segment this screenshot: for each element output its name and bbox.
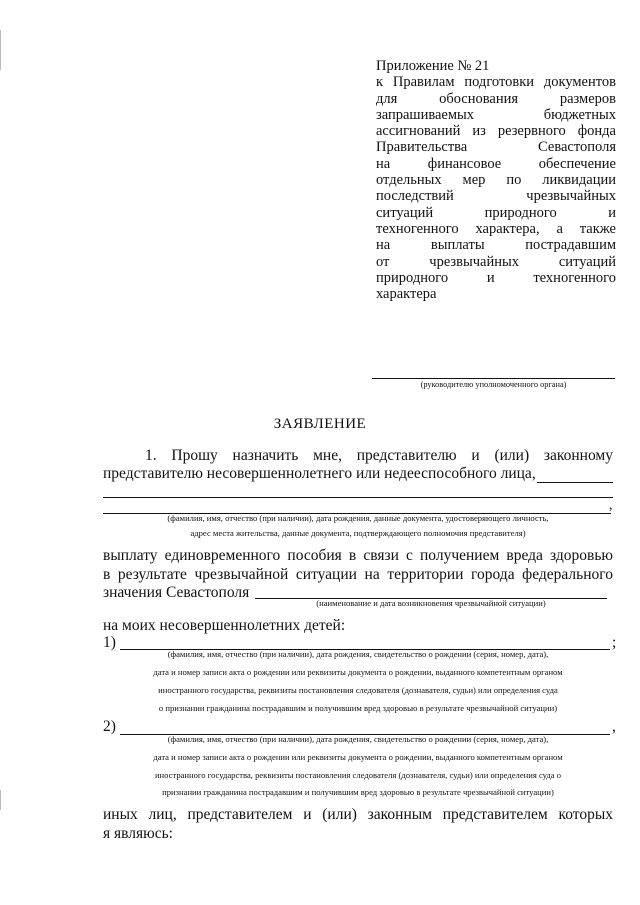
child2-caption: (фамилия, имя, отчество (при наличии), дата рождения, свидетельство о рождении (серия, номер, дата), — [167, 734, 549, 744]
child2-caption: иностранного государства, реквизиты постановления следователя (дознавателя, судьи) или определения суда о — [154, 770, 562, 780]
recipient-caption: (руководителю уполномоченного органа) — [420, 380, 567, 389]
annex-line: ассигнований из резервного фонда — [376, 123, 616, 140]
child1-end: ; — [612, 634, 617, 651]
annex-line: запрашиваемых бюджетных — [376, 106, 616, 123]
comma: , — [609, 498, 613, 513]
child1-caption: иностранного государства, реквизиты постановления следователя (дознавателя, судьи) или определения суда — [158, 685, 558, 695]
annex-header — [376, 58, 616, 302]
emergency-caption: (наименование и дата возникновения чрезвычайной ситуации) — [316, 598, 546, 608]
annex-line: к Правилам подготовки документов — [376, 74, 616, 91]
annex-title: Приложение № 21 — [376, 58, 490, 74]
para2-line3: значения Севастополя — [103, 584, 250, 601]
children-heading: на моих несовершеннолетних детей: — [103, 617, 346, 634]
annex-line: на финансовое обеспечение — [376, 155, 616, 172]
child1-caption: (фамилия, имя, отчество (при наличии), дата рождения, свидетельство о рождении (серия, номер, дата), — [167, 649, 549, 659]
annex-line: природного и техногенного — [376, 269, 616, 286]
para2-line1: выплату единовременного пособия в связи с получением вреда здоровью — [103, 547, 613, 564]
applicant-field-line[interactable] — [103, 497, 613, 498]
child1-caption: дата и номер записи акта о рождении или реквизиты документа о рождении, выданного компетентным органом — [153, 667, 563, 677]
annex-line: от чрезвычайных ситуаций — [376, 253, 616, 270]
child2-caption: дата и номер записи акта о рождении или реквизиты документа о рождении, выданного компетентным органом — [153, 752, 563, 762]
annex-line: характера — [376, 286, 437, 303]
annex-line: Правительства Севастополя — [376, 139, 616, 156]
child1-number: 1) — [103, 634, 116, 651]
other-persons-line1: иных лиц, представителем и (или) законным представителем которых — [103, 806, 613, 823]
annex-line: ситуаций природного и — [376, 204, 616, 221]
document-title: ЗАЯВЛЕНИЕ — [273, 416, 367, 432]
para1-line2: представителю несовершеннолетнего или недееспособного лица, — [103, 465, 536, 482]
other-persons-line2: я являюсь: — [103, 825, 173, 842]
annex-line: отдельных мер по ликвидации — [376, 172, 616, 189]
child1-caption: о признании гражданина пострадавшим и получившим вред здоровью в результате чрезвычайной ситуации) — [158, 703, 558, 713]
annex-line: последствий чрезвычайных — [376, 188, 616, 205]
para2-line2: в результате чрезвычайной ситуации на территории города федерального — [103, 566, 613, 583]
child2-end: , — [612, 718, 616, 735]
applicant-caption: (фамилия, имя, отчество (при наличии), дата рождения, данные документа, удостоверяющего личность, — [167, 513, 549, 523]
para1-line1: 1. Прошу назначить мне, представителю и (или) законному — [145, 447, 613, 464]
annex-line: техногенного характера, а также — [376, 220, 616, 237]
annex-line: для обоснования размеров — [376, 90, 616, 107]
annex-line: на выплаты пострадавшим — [376, 237, 616, 254]
scan-margin-mark — [0, 30, 2, 70]
applicant-field-line[interactable] — [537, 482, 613, 483]
child2-caption: признании гражданина пострадавшим и получившим вред здоровью в результате чрезвычайной ситуации) — [162, 787, 554, 797]
applicant-caption: адрес места жительства, данные документа, подтверждающего полномочия представителя) — [190, 528, 526, 538]
child2-number: 2) — [103, 718, 116, 735]
scan-margin-mark — [0, 790, 2, 810]
